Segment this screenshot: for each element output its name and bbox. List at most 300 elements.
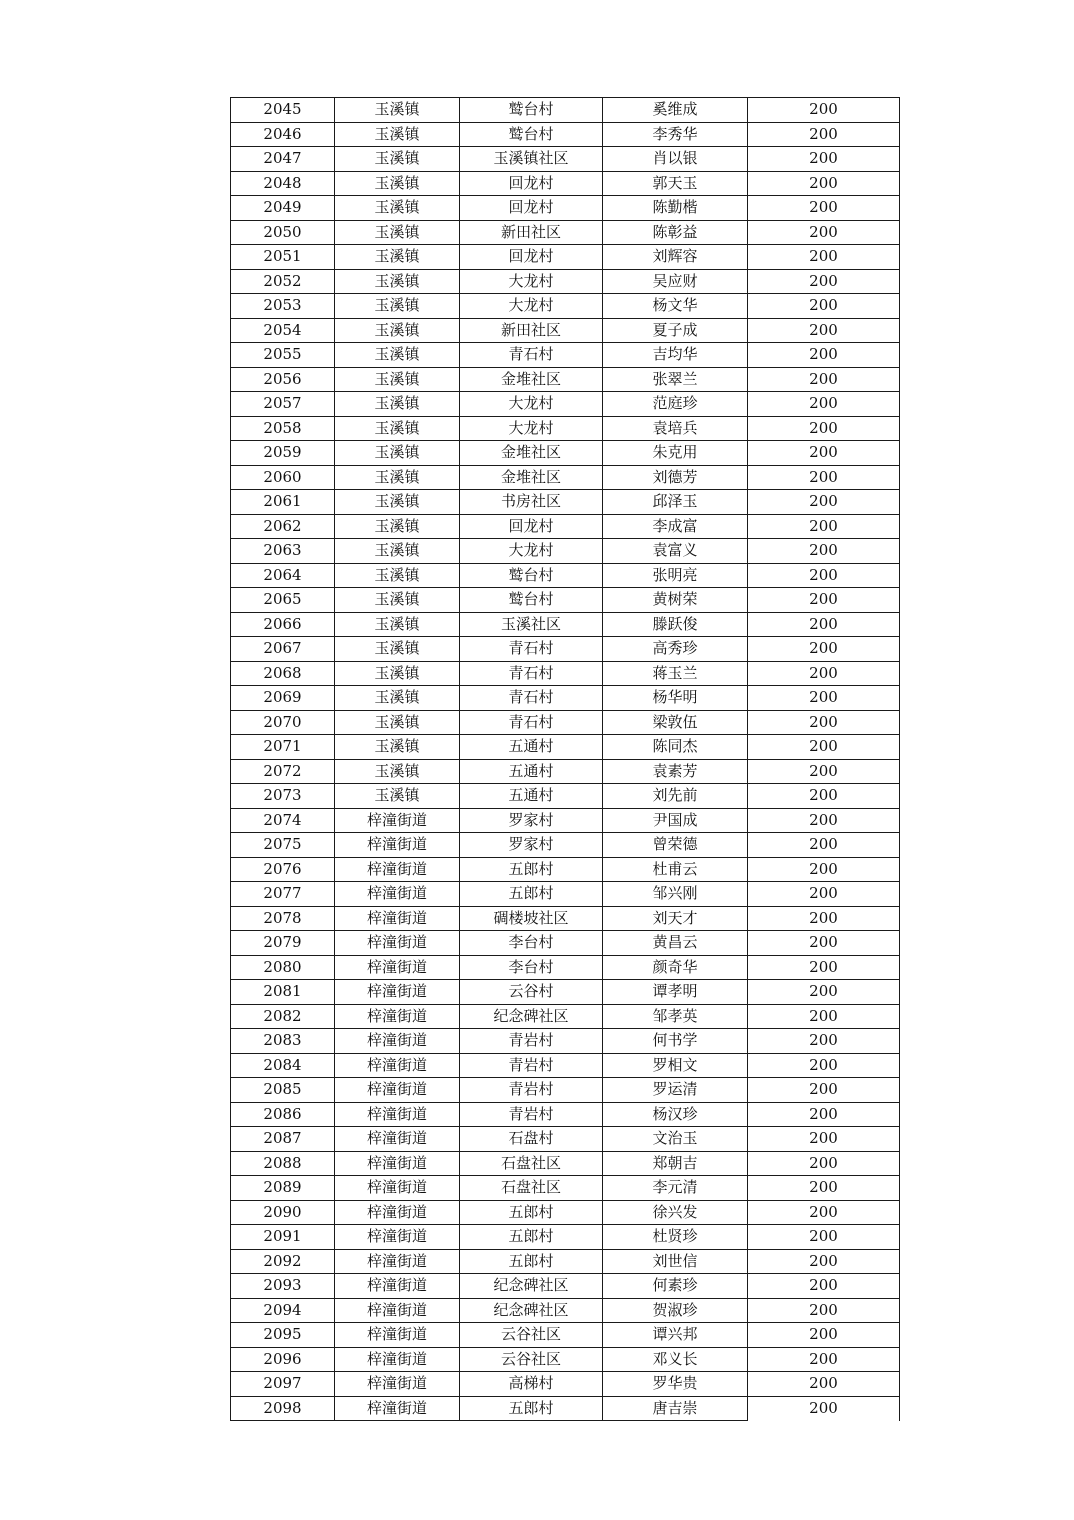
- table-row: [231, 1347, 900, 1372]
- village-cell: 青岩村: [460, 1053, 603, 1078]
- person-name-cell: 吴应财: [603, 269, 748, 294]
- person-name-cell: 唐吉崇: [603, 1396, 748, 1421]
- person-name-cell: 范庭珍: [603, 392, 748, 417]
- serial-number-cell: 2074: [231, 808, 335, 833]
- table-row: [231, 931, 900, 956]
- table-row: [231, 122, 900, 147]
- table-row: [231, 906, 900, 931]
- table-row: [231, 1225, 900, 1250]
- serial-number-cell: 2077: [231, 882, 335, 907]
- serial-number-cell: 2083: [231, 1029, 335, 1054]
- table-row: [231, 759, 900, 784]
- serial-number-cell: 2092: [231, 1249, 335, 1274]
- serial-number-cell: 2081: [231, 980, 335, 1005]
- town-cell: 梓潼街道: [335, 1176, 460, 1201]
- person-name-cell: 贺淑珍: [603, 1298, 748, 1323]
- town-cell: 玉溪镇: [335, 661, 460, 686]
- village-cell: 青石村: [460, 637, 603, 662]
- town-cell: 玉溪镇: [335, 392, 460, 417]
- table-row: [231, 1029, 900, 1054]
- town-cell: 梓潼街道: [335, 1323, 460, 1348]
- table-row: [231, 343, 900, 368]
- serial-number-cell: 2046: [231, 122, 335, 147]
- serial-number-cell: 2079: [231, 931, 335, 956]
- town-cell: 梓潼街道: [335, 1372, 460, 1397]
- village-cell: 五通村: [460, 784, 603, 809]
- town-cell: 梓潼街道: [335, 857, 460, 882]
- village-cell: 五郎村: [460, 1249, 603, 1274]
- amount-cell: 200: [748, 1176, 900, 1201]
- town-cell: 梓潼街道: [335, 1029, 460, 1054]
- village-cell: 鹫台村: [460, 563, 603, 588]
- table-row: [231, 539, 900, 564]
- amount-cell: 200: [748, 1225, 900, 1250]
- village-cell: 纪念碑社区: [460, 1004, 603, 1029]
- village-cell: 大龙村: [460, 416, 603, 441]
- person-name-cell: 刘辉容: [603, 245, 748, 270]
- village-cell: 石盘村: [460, 1127, 603, 1152]
- town-cell: 玉溪镇: [335, 441, 460, 466]
- amount-cell: 200: [748, 588, 900, 613]
- village-cell: 五郎村: [460, 1200, 603, 1225]
- village-cell: 金堆社区: [460, 441, 603, 466]
- person-name-cell: 蒋玉兰: [603, 661, 748, 686]
- amount-cell: 200: [748, 710, 900, 735]
- table-row: [231, 1274, 900, 1299]
- serial-number-cell: 2094: [231, 1298, 335, 1323]
- serial-number-cell: 2058: [231, 416, 335, 441]
- amount-cell: 200: [748, 906, 900, 931]
- table-row: [231, 1200, 900, 1225]
- village-cell: 罗家村: [460, 808, 603, 833]
- village-cell: 大龙村: [460, 269, 603, 294]
- table-row: [231, 980, 900, 1005]
- serial-number-cell: 2060: [231, 465, 335, 490]
- person-name-cell: 文治玉: [603, 1127, 748, 1152]
- village-cell: 五郎村: [460, 857, 603, 882]
- town-cell: 玉溪镇: [335, 98, 460, 123]
- town-cell: 玉溪镇: [335, 294, 460, 319]
- village-cell: 纪念碑社区: [460, 1274, 603, 1299]
- amount-cell: 200: [748, 661, 900, 686]
- person-name-cell: 张翠兰: [603, 367, 748, 392]
- serial-number-cell: 2057: [231, 392, 335, 417]
- town-cell: 梓潼街道: [335, 980, 460, 1005]
- person-name-cell: 邱泽玉: [603, 490, 748, 515]
- person-name-cell: 杨汉珍: [603, 1102, 748, 1127]
- town-cell: 梓潼街道: [335, 1200, 460, 1225]
- amount-cell: 200: [748, 1274, 900, 1299]
- serial-number-cell: 2066: [231, 612, 335, 637]
- table-row: [231, 441, 900, 466]
- village-cell: 金堆社区: [460, 465, 603, 490]
- amount-cell: 200: [748, 392, 900, 417]
- person-name-cell: 颜奇华: [603, 955, 748, 980]
- village-cell: 新田社区: [460, 318, 603, 343]
- person-name-cell: 谭兴邦: [603, 1323, 748, 1348]
- person-name-cell: 何书学: [603, 1029, 748, 1054]
- town-cell: 玉溪镇: [335, 245, 460, 270]
- amount-cell: 200: [748, 857, 900, 882]
- town-cell: 玉溪镇: [335, 784, 460, 809]
- table-row: [231, 710, 900, 735]
- amount-cell: 200: [748, 490, 900, 515]
- serial-number-cell: 2052: [231, 269, 335, 294]
- village-cell: 李台村: [460, 955, 603, 980]
- table-row: [231, 1396, 900, 1421]
- village-cell: 五通村: [460, 735, 603, 760]
- table-row: [231, 147, 900, 172]
- person-name-cell: 袁培兵: [603, 416, 748, 441]
- amount-cell: 200: [748, 808, 900, 833]
- table-row: [231, 1078, 900, 1103]
- amount-cell: 200: [748, 122, 900, 147]
- village-cell: 回龙村: [460, 196, 603, 221]
- table-row: [231, 1372, 900, 1397]
- serial-number-cell: 2067: [231, 637, 335, 662]
- village-cell: 回龙村: [460, 171, 603, 196]
- table-row: [231, 1249, 900, 1274]
- serial-number-cell: 2049: [231, 196, 335, 221]
- village-cell: 五通村: [460, 759, 603, 784]
- village-cell: 鹫台村: [460, 588, 603, 613]
- person-name-cell: 陈彰益: [603, 220, 748, 245]
- amount-cell: 200: [748, 416, 900, 441]
- town-cell: 梓潼街道: [335, 1396, 460, 1421]
- town-cell: 梓潼街道: [335, 1053, 460, 1078]
- amount-cell: 200: [748, 980, 900, 1005]
- table-row: [231, 196, 900, 221]
- table-row: [231, 416, 900, 441]
- village-cell: 青石村: [460, 710, 603, 735]
- town-cell: 梓潼街道: [335, 833, 460, 858]
- serial-number-cell: 2076: [231, 857, 335, 882]
- person-name-cell: 李元清: [603, 1176, 748, 1201]
- amount-cell: 200: [748, 1078, 900, 1103]
- village-cell: 高梯村: [460, 1372, 603, 1397]
- town-cell: 梓潼街道: [335, 1004, 460, 1029]
- person-name-cell: 黄树荣: [603, 588, 748, 613]
- table-row: [231, 245, 900, 270]
- amount-cell: 200: [748, 637, 900, 662]
- town-cell: 玉溪镇: [335, 563, 460, 588]
- table-row: [231, 1053, 900, 1078]
- serial-number-cell: 2050: [231, 220, 335, 245]
- table-row: [231, 465, 900, 490]
- amount-cell: 200: [748, 343, 900, 368]
- table-row: [231, 563, 900, 588]
- town-cell: 梓潼街道: [335, 906, 460, 931]
- town-cell: 玉溪镇: [335, 637, 460, 662]
- town-cell: 玉溪镇: [335, 588, 460, 613]
- town-cell: 玉溪镇: [335, 220, 460, 245]
- amount-cell: 200: [748, 612, 900, 637]
- table-row: [231, 1151, 900, 1176]
- serial-number-cell: 2068: [231, 661, 335, 686]
- village-cell: 鹫台村: [460, 98, 603, 123]
- town-cell: 梓潼街道: [335, 1078, 460, 1103]
- serial-number-cell: 2078: [231, 906, 335, 931]
- person-name-cell: 肖以银: [603, 147, 748, 172]
- serial-number-cell: 2069: [231, 686, 335, 711]
- person-name-cell: 夏子成: [603, 318, 748, 343]
- person-name-cell: 尹国成: [603, 808, 748, 833]
- table-row: [231, 661, 900, 686]
- table-row: [231, 637, 900, 662]
- person-name-cell: 张明亮: [603, 563, 748, 588]
- town-cell: 梓潼街道: [335, 882, 460, 907]
- town-cell: 梓潼街道: [335, 808, 460, 833]
- person-name-cell: 滕跃俊: [603, 612, 748, 637]
- table-row: [231, 490, 900, 515]
- table-row: [231, 514, 900, 539]
- serial-number-cell: 2062: [231, 514, 335, 539]
- roster-table: [230, 97, 900, 1421]
- town-cell: 玉溪镇: [335, 514, 460, 539]
- serial-number-cell: 2096: [231, 1347, 335, 1372]
- serial-number-cell: 2054: [231, 318, 335, 343]
- table-row: [231, 808, 900, 833]
- amount-cell: 200: [748, 196, 900, 221]
- person-name-cell: 邹孝英: [603, 1004, 748, 1029]
- town-cell: 玉溪镇: [335, 196, 460, 221]
- serial-number-cell: 2063: [231, 539, 335, 564]
- table-row: [231, 1298, 900, 1323]
- serial-number-cell: 2095: [231, 1323, 335, 1348]
- village-cell: 李台村: [460, 931, 603, 956]
- amount-cell: 200: [748, 1053, 900, 1078]
- person-name-cell: 朱克用: [603, 441, 748, 466]
- serial-number-cell: 2070: [231, 710, 335, 735]
- town-cell: 梓潼街道: [335, 1225, 460, 1250]
- village-cell: 罗家村: [460, 833, 603, 858]
- table-row: [231, 612, 900, 637]
- table-row: [231, 220, 900, 245]
- town-cell: 玉溪镇: [335, 269, 460, 294]
- amount-cell: 200: [748, 465, 900, 490]
- person-name-cell: 吉均华: [603, 343, 748, 368]
- table-row: [231, 1127, 900, 1152]
- serial-number-cell: 2098: [231, 1396, 335, 1421]
- amount-cell: 200: [748, 686, 900, 711]
- amount-cell: 200: [748, 931, 900, 956]
- serial-number-cell: 2071: [231, 735, 335, 760]
- serial-number-cell: 2084: [231, 1053, 335, 1078]
- person-name-cell: 徐兴发: [603, 1200, 748, 1225]
- person-name-cell: 陈勤楷: [603, 196, 748, 221]
- town-cell: 梓潼街道: [335, 931, 460, 956]
- amount-cell: 200: [748, 1029, 900, 1054]
- village-cell: 青石村: [460, 686, 603, 711]
- roster-table-body: [231, 98, 900, 1421]
- town-cell: 玉溪镇: [335, 539, 460, 564]
- person-name-cell: 杨文华: [603, 294, 748, 319]
- village-cell: 青岩村: [460, 1102, 603, 1127]
- village-cell: 五郎村: [460, 1396, 603, 1421]
- person-name-cell: 杨华明: [603, 686, 748, 711]
- person-name-cell: 黄昌云: [603, 931, 748, 956]
- serial-number-cell: 2086: [231, 1102, 335, 1127]
- table-row: [231, 1102, 900, 1127]
- person-name-cell: 刘世信: [603, 1249, 748, 1274]
- village-cell: 玉溪社区: [460, 612, 603, 637]
- table-row: [231, 294, 900, 319]
- person-name-cell: 梁敦伍: [603, 710, 748, 735]
- serial-number-cell: 2093: [231, 1274, 335, 1299]
- serial-number-cell: 2080: [231, 955, 335, 980]
- serial-number-cell: 2056: [231, 367, 335, 392]
- amount-cell: 200: [748, 514, 900, 539]
- village-cell: 石盘社区: [460, 1151, 603, 1176]
- serial-number-cell: 2097: [231, 1372, 335, 1397]
- amount-cell: 200: [748, 1396, 900, 1421]
- serial-number-cell: 2089: [231, 1176, 335, 1201]
- town-cell: 玉溪镇: [335, 735, 460, 760]
- serial-number-cell: 2085: [231, 1078, 335, 1103]
- village-cell: 青石村: [460, 661, 603, 686]
- serial-number-cell: 2048: [231, 171, 335, 196]
- town-cell: 玉溪镇: [335, 490, 460, 515]
- person-name-cell: 谭孝明: [603, 980, 748, 1005]
- table-row: [231, 1004, 900, 1029]
- table-row: [231, 269, 900, 294]
- person-name-cell: 罗相文: [603, 1053, 748, 1078]
- amount-cell: 200: [748, 735, 900, 760]
- town-cell: 玉溪镇: [335, 122, 460, 147]
- amount-cell: 200: [748, 1298, 900, 1323]
- town-cell: 玉溪镇: [335, 465, 460, 490]
- town-cell: 玉溪镇: [335, 367, 460, 392]
- table-row: [231, 98, 900, 123]
- table-row: [231, 1176, 900, 1201]
- person-name-cell: 刘先前: [603, 784, 748, 809]
- town-cell: 玉溪镇: [335, 318, 460, 343]
- serial-number-cell: 2090: [231, 1200, 335, 1225]
- town-cell: 梓潼街道: [335, 1298, 460, 1323]
- person-name-cell: 罗华贵: [603, 1372, 748, 1397]
- table-row: [231, 955, 900, 980]
- village-cell: 碉楼坡社区: [460, 906, 603, 931]
- amount-cell: 200: [748, 98, 900, 123]
- amount-cell: 200: [748, 220, 900, 245]
- serial-number-cell: 2059: [231, 441, 335, 466]
- person-name-cell: 李成富: [603, 514, 748, 539]
- amount-cell: 200: [748, 318, 900, 343]
- town-cell: 梓潼街道: [335, 1347, 460, 1372]
- person-name-cell: 刘德芳: [603, 465, 748, 490]
- amount-cell: 200: [748, 563, 900, 588]
- table-row: [231, 857, 900, 882]
- town-cell: 玉溪镇: [335, 710, 460, 735]
- serial-number-cell: 2061: [231, 490, 335, 515]
- village-cell: 云谷村: [460, 980, 603, 1005]
- person-name-cell: 袁富义: [603, 539, 748, 564]
- table-row: [231, 686, 900, 711]
- village-cell: 回龙村: [460, 245, 603, 270]
- person-name-cell: 郑朝吉: [603, 1151, 748, 1176]
- town-cell: 梓潼街道: [335, 1102, 460, 1127]
- village-cell: 青石村: [460, 343, 603, 368]
- amount-cell: 200: [748, 1004, 900, 1029]
- amount-cell: 200: [748, 1347, 900, 1372]
- amount-cell: 200: [748, 759, 900, 784]
- village-cell: 五郎村: [460, 1225, 603, 1250]
- amount-cell: 200: [748, 171, 900, 196]
- town-cell: 梓潼街道: [335, 955, 460, 980]
- table-row: [231, 171, 900, 196]
- village-cell: 大龙村: [460, 294, 603, 319]
- serial-number-cell: 2072: [231, 759, 335, 784]
- amount-cell: 200: [748, 539, 900, 564]
- serial-number-cell: 2088: [231, 1151, 335, 1176]
- serial-number-cell: 2082: [231, 1004, 335, 1029]
- village-cell: 五郎村: [460, 882, 603, 907]
- amount-cell: 200: [748, 1127, 900, 1152]
- person-name-cell: 杜甫云: [603, 857, 748, 882]
- person-name-cell: 何素珍: [603, 1274, 748, 1299]
- table-row: [231, 367, 900, 392]
- town-cell: 梓潼街道: [335, 1249, 460, 1274]
- serial-number-cell: 2073: [231, 784, 335, 809]
- town-cell: 玉溪镇: [335, 759, 460, 784]
- amount-cell: 200: [748, 1200, 900, 1225]
- table-row: [231, 588, 900, 613]
- amount-cell: 200: [748, 269, 900, 294]
- serial-number-cell: 2065: [231, 588, 335, 613]
- table-row: [231, 1323, 900, 1348]
- amount-cell: 200: [748, 1249, 900, 1274]
- serial-number-cell: 2045: [231, 98, 335, 123]
- amount-cell: 200: [748, 784, 900, 809]
- village-cell: 回龙村: [460, 514, 603, 539]
- town-cell: 梓潼街道: [335, 1274, 460, 1299]
- person-name-cell: 罗运清: [603, 1078, 748, 1103]
- village-cell: 石盘社区: [460, 1176, 603, 1201]
- person-name-cell: 邹兴刚: [603, 882, 748, 907]
- person-name-cell: 袁素芳: [603, 759, 748, 784]
- table-row: [231, 735, 900, 760]
- amount-cell: 200: [748, 367, 900, 392]
- amount-cell: 200: [748, 882, 900, 907]
- town-cell: 玉溪镇: [335, 171, 460, 196]
- amount-cell: 200: [748, 1323, 900, 1348]
- person-name-cell: 陈同杰: [603, 735, 748, 760]
- serial-number-cell: 2075: [231, 833, 335, 858]
- village-cell: 玉溪镇社区: [460, 147, 603, 172]
- table-row: [231, 784, 900, 809]
- amount-cell: 200: [748, 147, 900, 172]
- table-row: [231, 882, 900, 907]
- village-cell: 新田社区: [460, 220, 603, 245]
- person-name-cell: 郭天玉: [603, 171, 748, 196]
- amount-cell: 200: [748, 294, 900, 319]
- person-name-cell: 奚维成: [603, 98, 748, 123]
- village-cell: 云谷社区: [460, 1347, 603, 1372]
- amount-cell: 200: [748, 1372, 900, 1397]
- person-name-cell: 刘天才: [603, 906, 748, 931]
- table-row: [231, 833, 900, 858]
- village-cell: 书房社区: [460, 490, 603, 515]
- amount-cell: 200: [748, 245, 900, 270]
- town-cell: 玉溪镇: [335, 686, 460, 711]
- serial-number-cell: 2055: [231, 343, 335, 368]
- serial-number-cell: 2087: [231, 1127, 335, 1152]
- serial-number-cell: 2047: [231, 147, 335, 172]
- town-cell: 梓潼街道: [335, 1151, 460, 1176]
- village-cell: 青岩村: [460, 1029, 603, 1054]
- town-cell: 玉溪镇: [335, 343, 460, 368]
- village-cell: 青岩村: [460, 1078, 603, 1103]
